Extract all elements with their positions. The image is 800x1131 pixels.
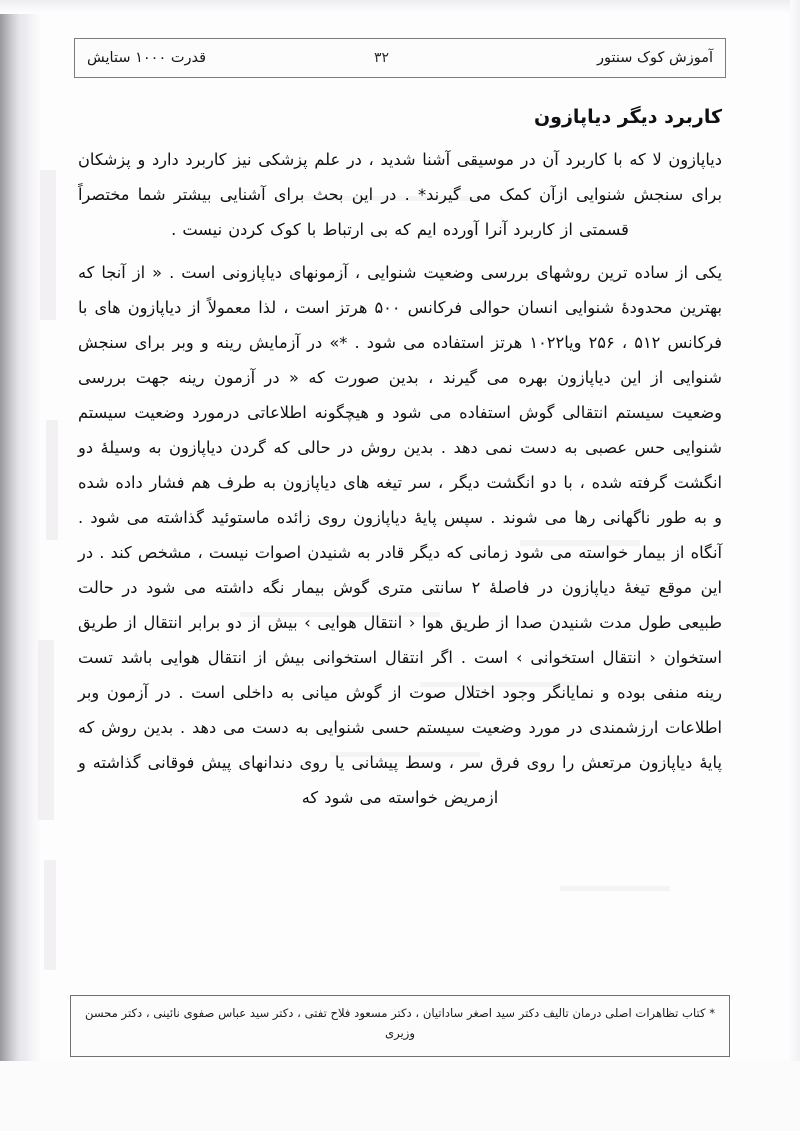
- footnote-text: * کتاب تظاهرات اصلی درمان تالیف دکتر سید اصغر ساداتیان ، دکتر مسعود فلاح تفتی ، دکتر سید عباس صفوی نائینی ، دکتر محسن وزیری: [85, 1006, 715, 1040]
- scan-smudge: [40, 170, 56, 320]
- scan-smudge: [46, 420, 58, 540]
- scan-edge-shadow: [0, 0, 30, 1131]
- scan-edge-top: [0, 0, 800, 14]
- scan-smudge: [44, 860, 56, 970]
- scan-edge-bottom: [0, 1061, 800, 1131]
- header-publisher: قدرت ۱۰۰۰ ستایش: [87, 50, 207, 66]
- scan-smudge: [38, 640, 54, 820]
- scan-edge-right: [790, 0, 800, 1131]
- page-content: [78, 100, 722, 817]
- running-header: [74, 38, 726, 78]
- body-paragraph: یکی از ساده ترین روشهای بررسی وضعیت شنوایی ، آزمونهای دیاپازونی است . « از آنجا که بهترین محدودهٔ شنوایی انسان حوالی فرکانس ۵۰۰ هرتز است ، لذا معمولاً از دیاپازون های با فرکانس ۵۱۲ ، ۲۵۶ ویا۱۰۲۲ هرتز استفاده می شود . *» در آزمایش رینه و وبر برای سنجش شنوایی از این دیاپازون بهره می گیرند ، بدین صورت که « در آزمون رینه جهت بررسی وضعیت سیستم انتقالی گوش استفاده می شود و هیچگونه اطلاعاتی درمورد وضعیت سیستم شنوایی حس عصبی به دست نمی دهد . بدین روش در حالی که گردن دیاپازون به وسیلهٔ دو انگشت گرفته شده ، با دو انگشت دیگر ، سر تیغه های دیاپازون به طرف هم فشار داده شده و به طور ناگهانی رها می شوند . سپس پایهٔ دیاپازون روی زائده ماستوئید گذاشته می شود . آنگاه از بیمار خواسته می شود زمانی که دیگر قادر به شنیدن اصوات نیست ، مشخص کند . در این موقع تیغهٔ دیاپازون در فاصلهٔ ۲ سانتی متری گوش بیمار نگه داشته می شود در حالت طبیعی طول مدت شنیدن صدا از طریق هوا ‹ انتقال هوایی › بیش از دو برابر انتقال از طریق استخوان ‹ انتقال استخوانی › است . اگر انتقال استخوانی بیش از انتقال هوایی باشد تست رینه منفی بوده و نمایانگر وجود اختلال صوت از گوش میانی به داخلی است . در آزمون وبر اطلاعات ارزشمندی در مورد وضعیت سیستم حسی شنوایی به دست می دهد . بدین روش که پایهٔ دیاپازون مرتعش را روی فرق سر ، وسط پیشانی یا روی دندانهای پیش فوقانی گذاشته و ازمریض خواسته می شود که: [78, 263, 722, 807]
- header-book-title: آموزش کوک سنتور: [597, 50, 713, 66]
- page-number: ۳۲: [374, 50, 390, 66]
- scan-edge-gradient: [22, 0, 40, 1131]
- scan-noise: [560, 886, 670, 891]
- footnote-box: [70, 995, 730, 1057]
- body-paragraph: دیاپازون لا که با کاربرد آن در موسیقی آشنا شدید ، در علم پزشکی نیز کاربرد دارد و پزشکان برای سنجش شنوایی ازآن کمک می گیرند* . در این بحث برای آشنایی بیشتر شما مختصراً قسمتی از کاربرد آنرا آورده ایم که بی ارتباط با کوک کردن نیست .: [78, 150, 722, 239]
- section-heading: کاربرد دیگر دیاپازون: [533, 106, 722, 128]
